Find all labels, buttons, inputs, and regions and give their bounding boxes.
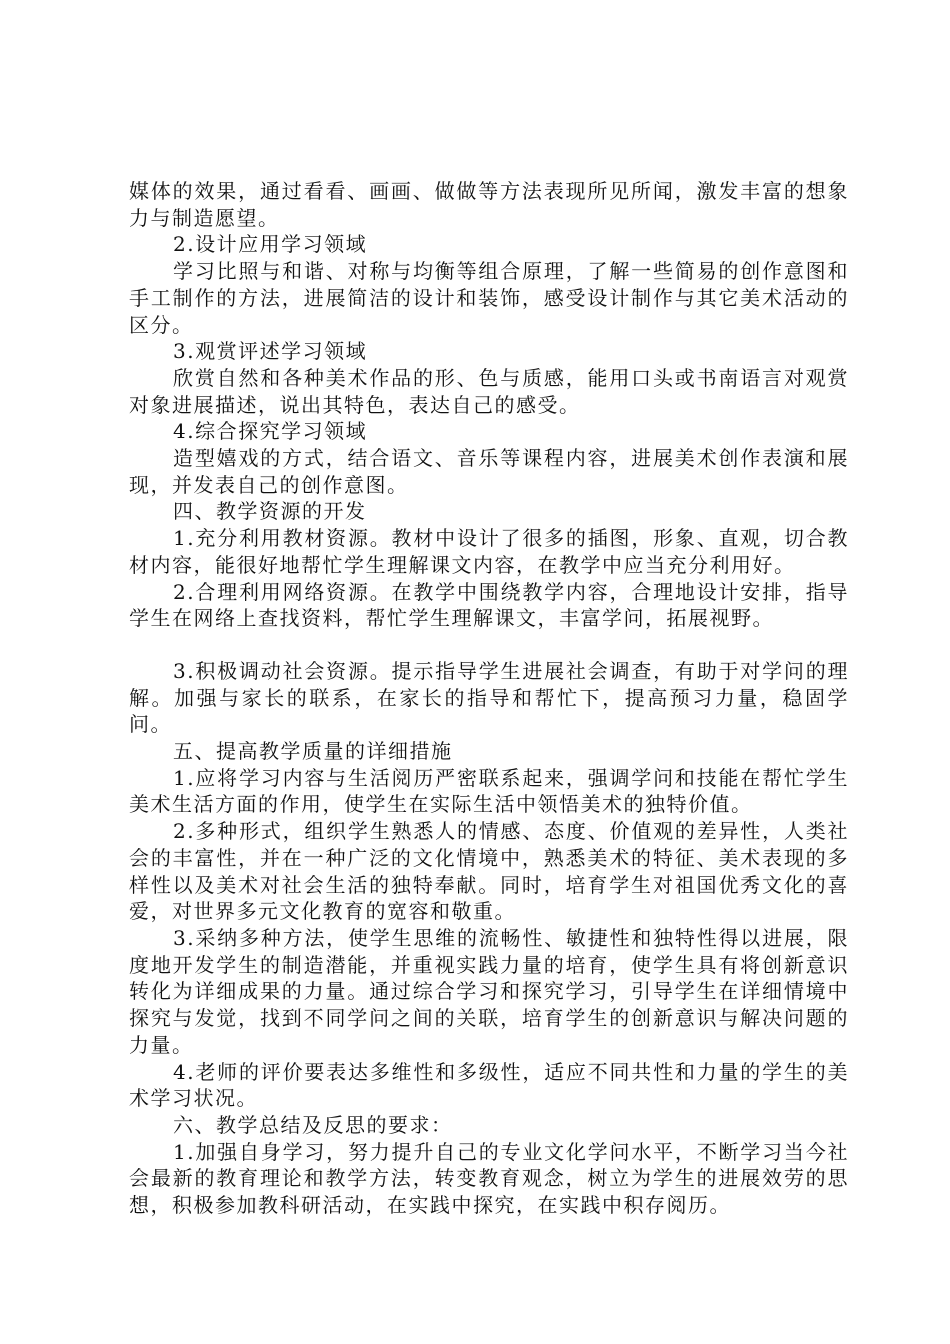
paragraph-resources-2: 2.合理利用网络资源。在教学中围绕教学内容，合理地设计安排，指导学生在网络上查找资料，帮忙学生理解课文，丰富学问，拓展视野。 — [129, 579, 849, 631]
document-body — [129, 178, 849, 1219]
paragraph-appreciation: 欣赏自然和各种美术作品的形、色与质感，能用口头或书南语言对观赏对象进展描述，说出其特色，表达自己的感受。 — [129, 365, 849, 417]
section-heading-reflection: 六、教学总结及反思的要求： — [173, 1112, 453, 1137]
paragraph-design-application: 学习比照与和谐、对称与均衡等组合原理，了解一些简易的创作意图和手工制作的方法，进展简洁的设计和装饰，感受设计制作与其它美术活动的区分。 — [129, 259, 849, 337]
paragraph-measures-1: 1.应将学习内容与生活阅历严密联系起来，强调学问和技能在帮忙学生美术生活方面的作用，使学生在实际生活中领悟美术的独特价值。 — [129, 765, 849, 817]
section-heading-resources: 四、教学资源的开发 — [173, 499, 367, 524]
paragraph-measures-3: 3.采纳多种方法，使学生思维的流畅性、敏捷性和独特性得以进展，限度地开发学生的制造潜能，并重视实践力量的培育，使学生具有将创新意识转化为详细成果的力量。通过综合学习和探究学习，引导学生在详细情境中探究与发觉，找到不同学问之间的关联，培育学生的创新意识与解决问题的力量。 — [129, 925, 849, 1057]
blank-line — [129, 632, 849, 658]
paragraph-comprehensive: 造型嬉戏的方式，结合语文、音乐等课程内容，进展美术创作表演和展现，并发表自己的创作意图。 — [129, 446, 849, 497]
section-heading-measures: 五、提高教学质量的详细措施 — [173, 739, 453, 764]
subheading-design-application: 2.设计应用学习领域 — [173, 232, 368, 257]
paragraph-measures-2: 2.多种形式，组织学生熟悉人的情感、态度、价值观的差异性，人类社会的丰富性，并在一种广泛的文化情境中，熟悉美术的特征、美术表现的多样性以及美术对社会生活的独特奉献。同时，培育学生对祖国优秀文化的喜爱，对世界多元文化教育的宽容和敬重。 — [129, 819, 849, 924]
paragraph-resources-1: 1.充分利用教材资源。教材中设计了很多的插图，形象、直观，切合教材内容，能很好地帮忙学生理解课文内容，在教学中应当充分利用好。 — [129, 526, 849, 577]
paragraph-measures-4: 4.老师的评价要表达多维性和多级性，适应不同共性和力量的学生的美术学习状况。 — [129, 1059, 849, 1111]
paragraph-reflection-1: 1.加强自身学习，努力提升自己的专业文化学问水平，不断学习当今社会最新的教育理论和教学方法，转变教育观念，树立为学生的进展效劳的思想，积极参加教科研活动，在实践中探究，在实践中积存阅历。 — [129, 1139, 849, 1218]
subheading-comprehensive: 4.综合探究学习领域 — [173, 419, 368, 444]
paragraph-resources-3: 3.积极调动社会资源。提示指导学生进展社会调查，有助于对学问的理解。加强与家长的联系，在家长的指导和帮忙下，提高预习力量，稳固学问。 — [129, 658, 849, 737]
subheading-appreciation: 3.观赏评述学习领域 — [173, 339, 368, 364]
paragraph-continuation: 媒体的效果，通过看看、画画、做做等方法表现所见所闻，激发丰富的想象力与制造愿望。 — [129, 179, 849, 230]
